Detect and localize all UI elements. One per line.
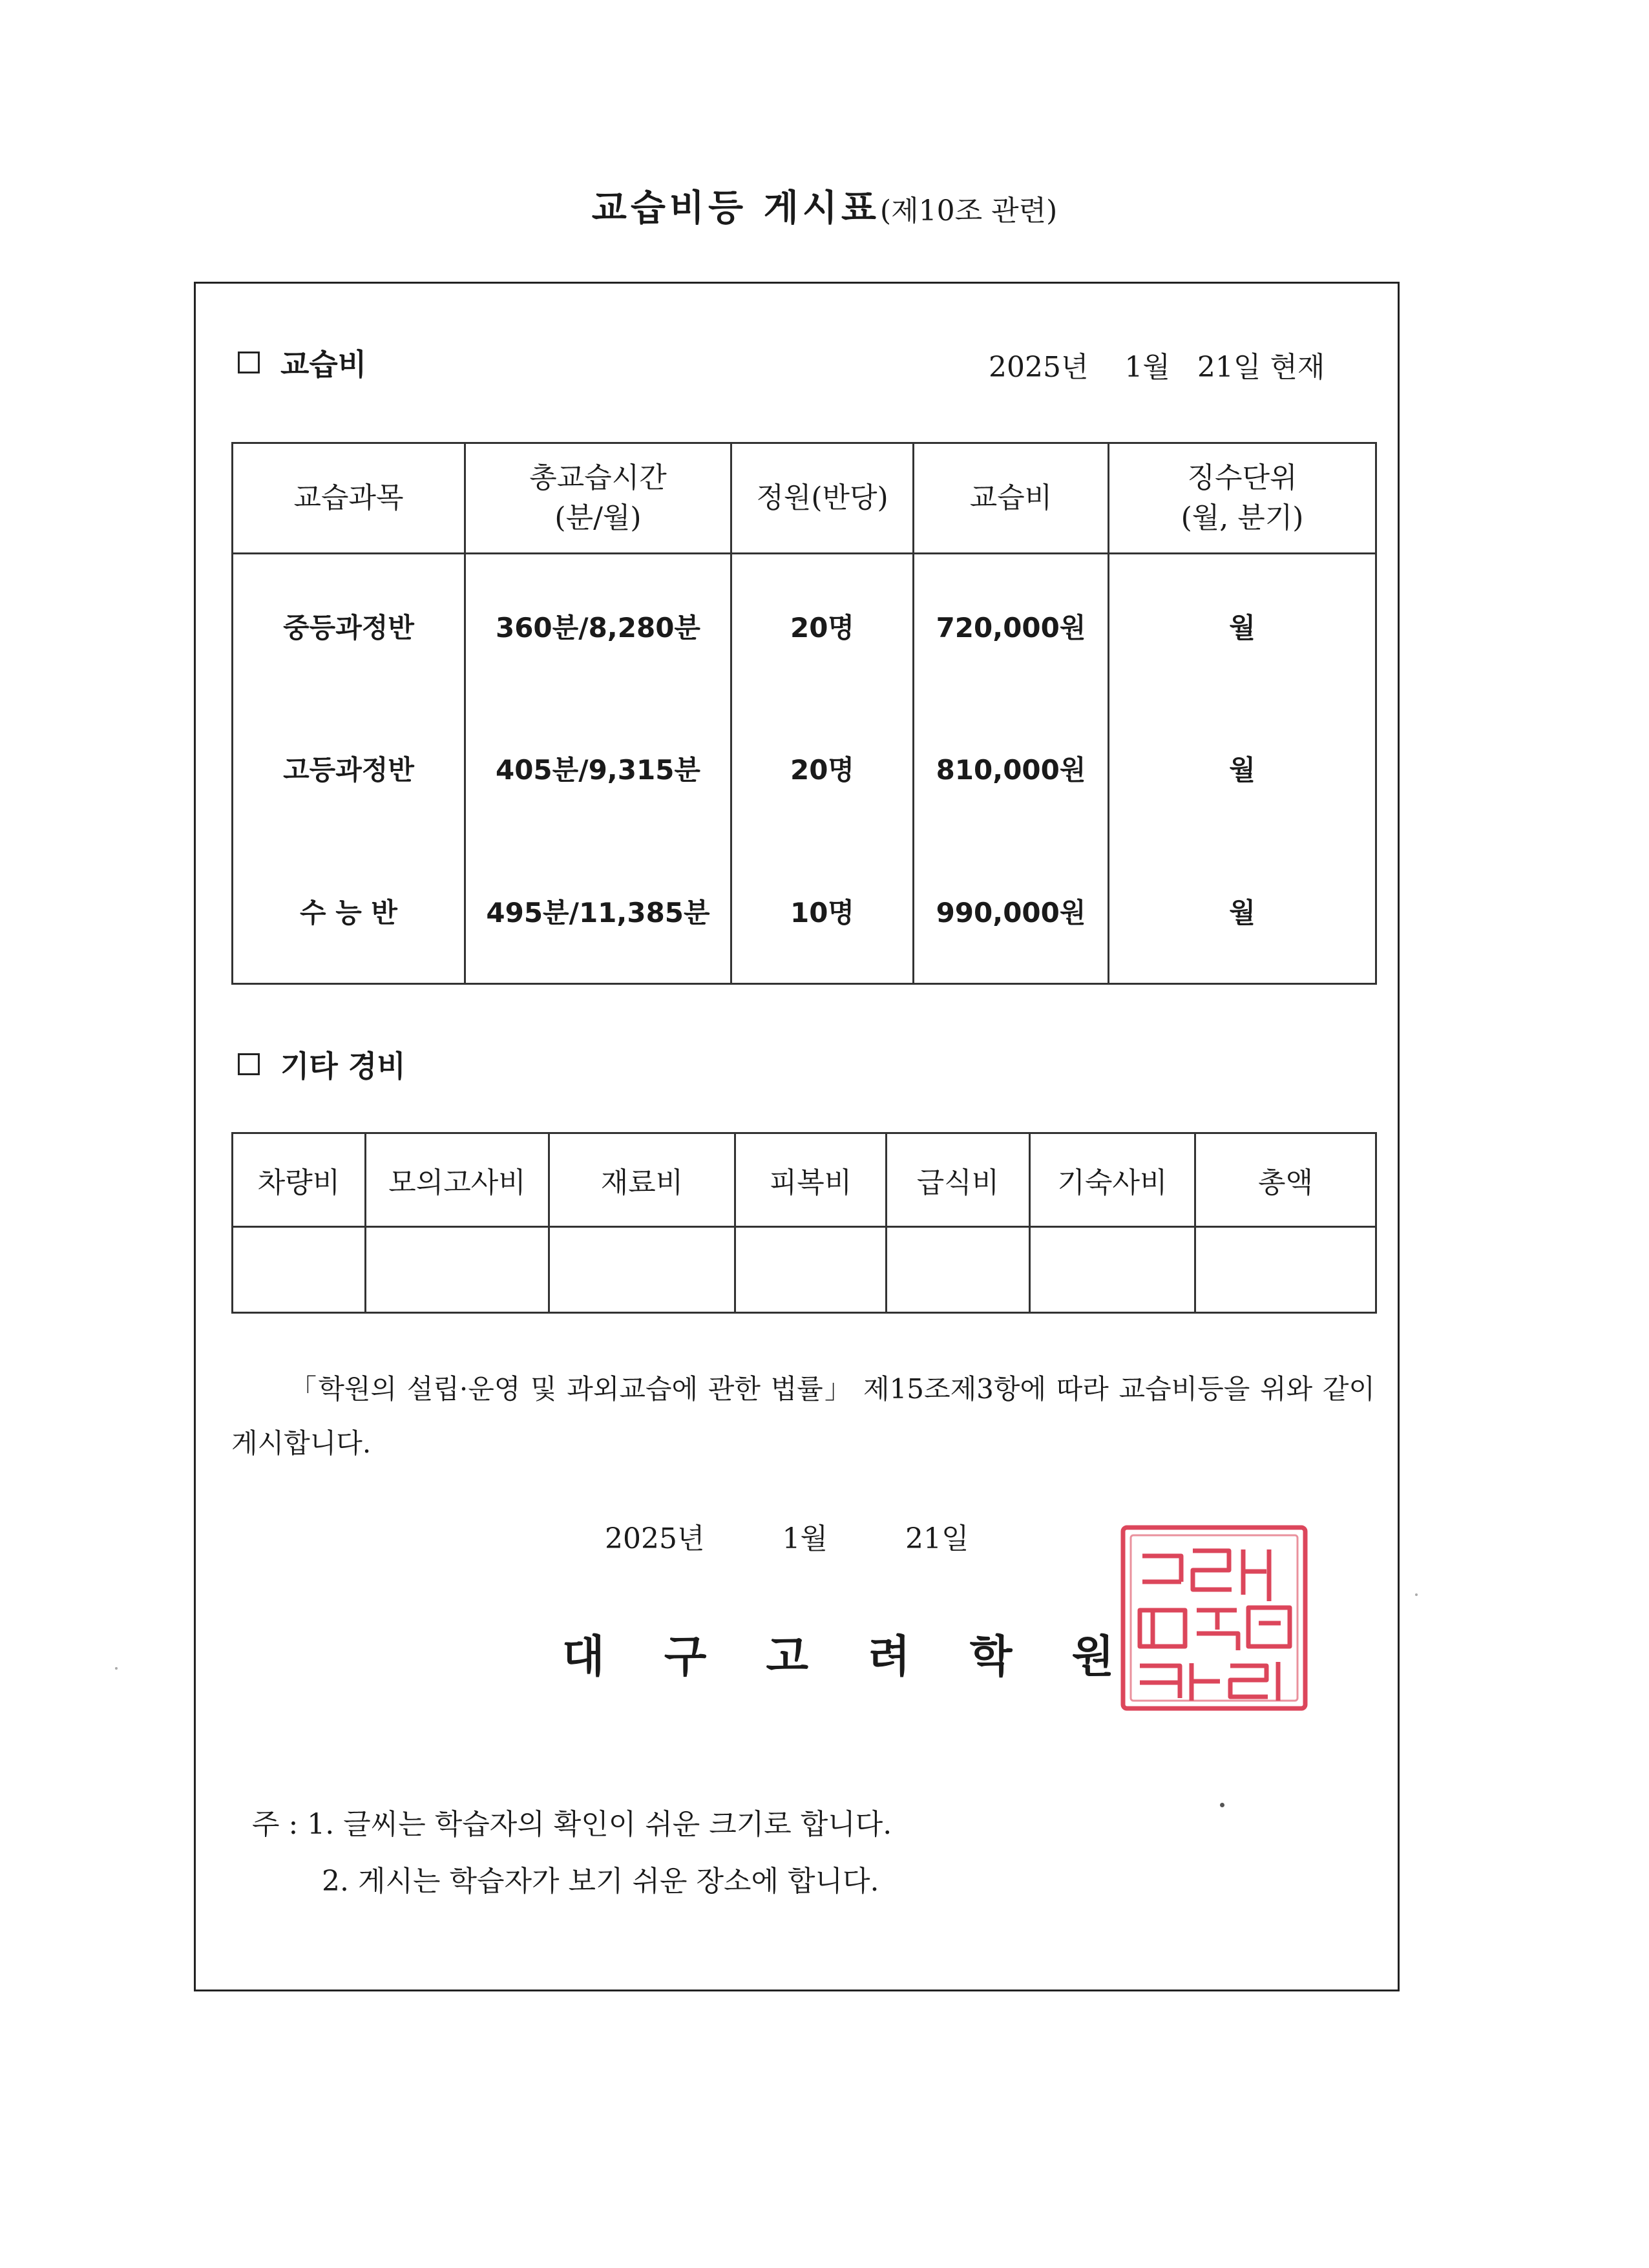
row-unit: 월 bbox=[1109, 554, 1376, 698]
header-clothing: 피복비 bbox=[735, 1133, 887, 1227]
table-row bbox=[233, 840, 1376, 984]
row-fee: 810,000원 bbox=[914, 697, 1109, 840]
table-row bbox=[233, 1227, 1376, 1313]
note-2: 2. 게시는 학습자가 보기 쉬운 장소에 합니다. bbox=[322, 1865, 879, 1898]
signing-date bbox=[605, 1515, 969, 1557]
row-unit: 월 bbox=[1109, 840, 1376, 984]
header-total: 총액 bbox=[1195, 1133, 1376, 1227]
notes bbox=[252, 1796, 892, 1910]
as-of-date: 2025년 1월 21일 현재 bbox=[989, 351, 1325, 384]
tuition-table bbox=[231, 442, 1377, 985]
row-hours: 495분/11,385분 bbox=[465, 840, 731, 984]
tuition-heading-label: 교습비 bbox=[280, 347, 367, 382]
value-mock-exam bbox=[366, 1227, 549, 1313]
header-mock-exam: 모의고사비 bbox=[366, 1133, 549, 1227]
row-subject: 중등과정반 bbox=[233, 554, 465, 698]
row-subject: 수 능 반 bbox=[233, 840, 465, 984]
row-capacity: 20명 bbox=[731, 554, 914, 698]
row-fee: 990,000원 bbox=[914, 840, 1109, 984]
header-dormitory: 기숙사비 bbox=[1030, 1133, 1195, 1227]
tuition-table-header-row bbox=[233, 443, 1376, 554]
other-expenses-table bbox=[231, 1132, 1377, 1314]
header-materials: 재료비 bbox=[549, 1133, 735, 1227]
academy-name: 대구고려학원 bbox=[562, 1632, 1174, 1683]
value-materials bbox=[549, 1227, 735, 1313]
value-meals bbox=[887, 1227, 1030, 1313]
row-hours: 405분/9,315분 bbox=[465, 697, 731, 840]
row-capacity: 10명 bbox=[731, 840, 914, 984]
checkbox-icon bbox=[238, 352, 260, 373]
value-dormitory bbox=[1030, 1227, 1195, 1313]
table-row bbox=[233, 697, 1376, 840]
checkbox-icon bbox=[238, 1053, 260, 1075]
other-heading-label: 기타 경비 bbox=[280, 1049, 406, 1084]
posting-statement: 「학원의 설립·운영 및 과외교습에 관한 법률」 제15조제3항에 따라 교습비등을 위와 같이 게시합니다. bbox=[231, 1373, 1375, 1459]
sign-month: 1월 bbox=[782, 1522, 828, 1555]
header-capacity: 정원(반당) bbox=[731, 443, 914, 554]
sign-year: 2025년 bbox=[605, 1522, 705, 1555]
value-total bbox=[1195, 1227, 1376, 1313]
sign-day: 21일 bbox=[905, 1522, 969, 1555]
row-capacity: 20명 bbox=[731, 697, 914, 840]
row-unit: 월 bbox=[1109, 697, 1376, 840]
row-subject: 고등과정반 bbox=[233, 697, 465, 840]
header-collection-unit: 징수단위 (월, 분기) bbox=[1109, 443, 1376, 554]
scan-speck bbox=[115, 1667, 118, 1670]
other-section-heading bbox=[238, 1043, 406, 1086]
header-vehicle: 차량비 bbox=[233, 1133, 366, 1227]
header-fee: 교습비 bbox=[914, 443, 1109, 554]
header-subject: 교습과목 bbox=[233, 443, 465, 554]
tuition-section-heading bbox=[238, 341, 366, 384]
value-clothing bbox=[735, 1227, 887, 1313]
value-vehicle bbox=[233, 1227, 366, 1313]
row-hours: 360분/8,280분 bbox=[465, 554, 731, 698]
table-row bbox=[233, 554, 1376, 698]
other-table-header-row bbox=[233, 1133, 1376, 1227]
row-fee: 720,000원 bbox=[914, 554, 1109, 698]
note-1: 주 : 1. 글씨는 학습자의 확인이 쉬운 크기로 합니다. bbox=[252, 1808, 892, 1841]
title-sub: (제10조 관련) bbox=[879, 194, 1058, 227]
official-seal-stamp bbox=[1117, 1520, 1313, 1716]
header-total-hours: 총교습시간 (분/월) bbox=[465, 443, 731, 554]
scan-speck bbox=[1415, 1593, 1418, 1596]
document-title bbox=[0, 180, 1649, 231]
title-main: 교습비등 게시표 bbox=[591, 187, 880, 229]
header-meals: 급식비 bbox=[887, 1133, 1030, 1227]
scan-speck bbox=[1220, 1803, 1224, 1807]
